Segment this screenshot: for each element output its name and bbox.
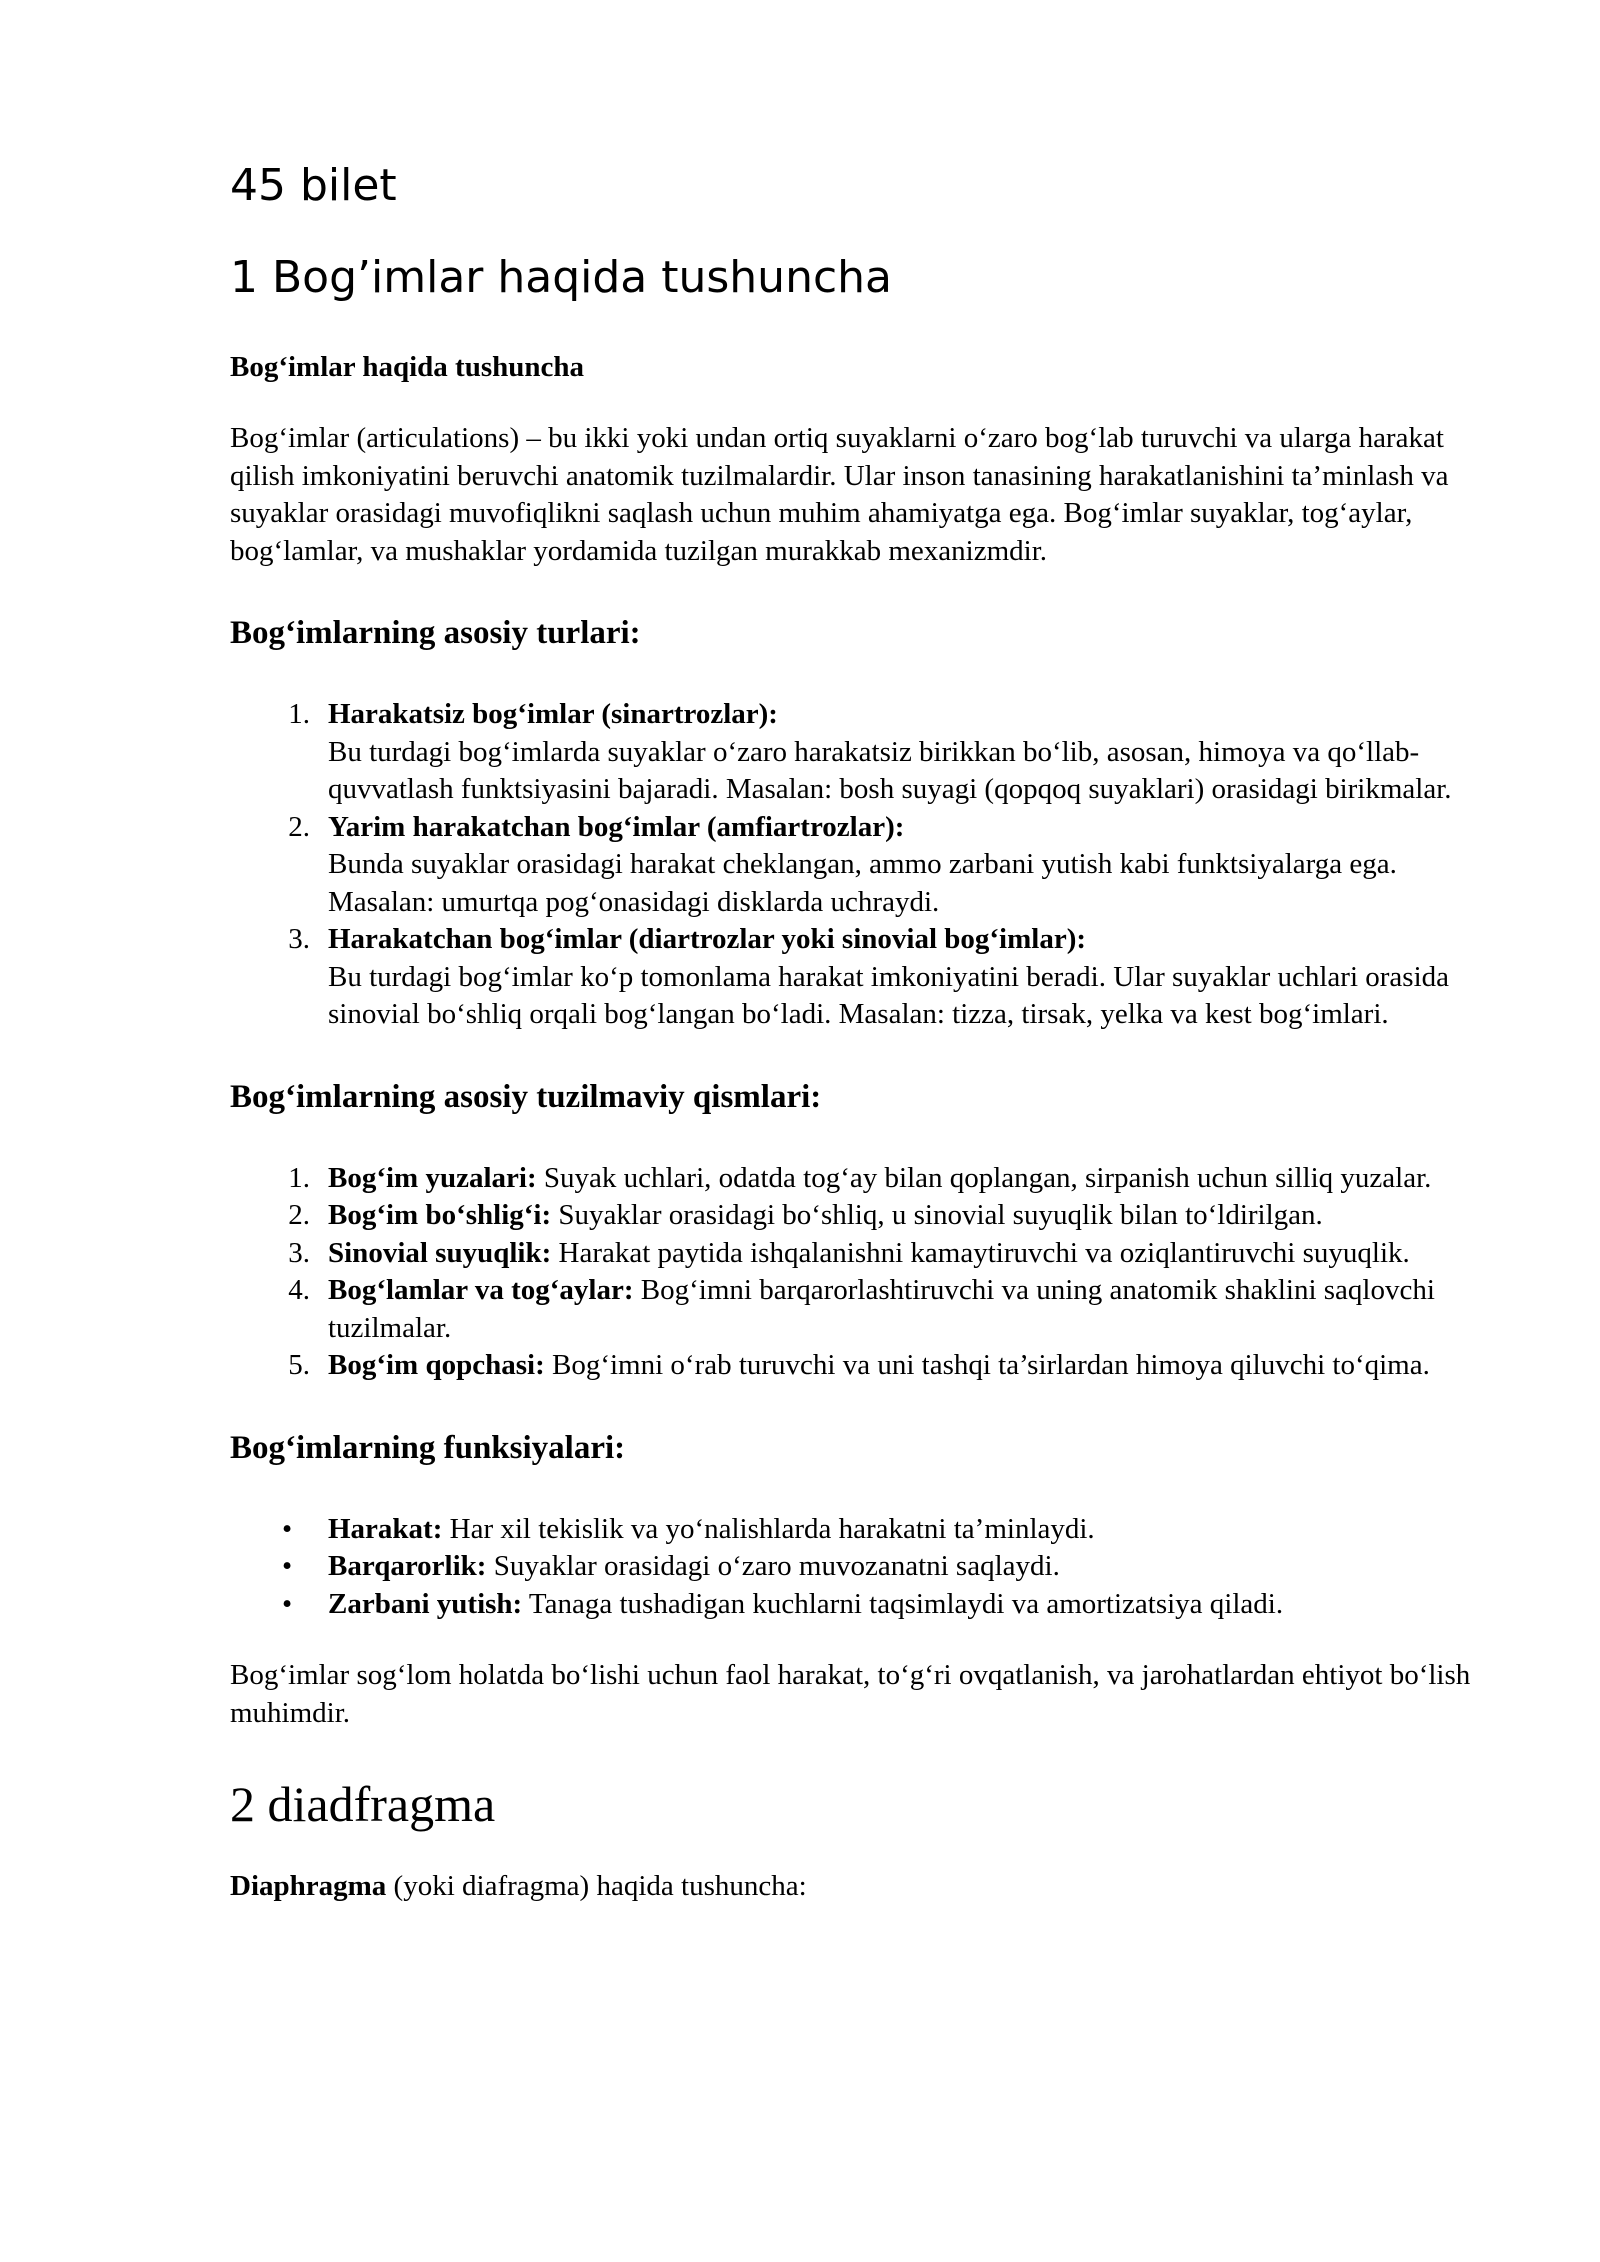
list-item-term: Bog‘im yuzalari: [328,1161,537,1194]
list-item [230,921,1490,1034]
list-item-text: Har xil tekislik va yo‘nalishlarda harakatni ta’minlaydi. [442,1512,1095,1545]
list-item-term: Zarbani yutish: [328,1587,523,1620]
list-item-term: Bog‘lamlar va tog‘aylar: [328,1274,634,1306]
list-item-text: Bog‘imni o‘rab turuvchi va uni tashqi ta’sirlardan himoya qiluvchi to‘qima. [544,1349,1430,1381]
list-item-text: Suyaklar orasidagi bo‘shliq, u sinovial suyuqlik bilan to‘ldirilgan. [551,1199,1323,1231]
list-item-term: Harakat: [328,1512,443,1545]
types-list [230,696,1490,1034]
list-item [230,1160,1490,1198]
list-item-text: Suyaklar orasidagi o‘zaro muvozanatni saqlaydi. [486,1550,1060,1582]
list-number: 3. [288,1236,310,1269]
list-item-text: Tanaga tushadigan kuchlarni taqsimlaydi va amortizatsiya qiladi. [522,1587,1284,1620]
list-item [230,1347,1490,1385]
list-number: 2. [288,810,310,843]
list-item [230,1586,1490,1624]
list-item [230,1197,1490,1235]
functions-list [230,1511,1490,1624]
list-item-text: Suyak uchlari, odatda tog‘ay bilan qoplangan, sirpanish uchun silliq yuzalar. [536,1161,1432,1194]
list-item [230,1548,1490,1586]
section2-intro-text: (yoki diafragma) haqida tushuncha: [386,1870,807,1902]
bullet-icon: • [282,1512,293,1545]
functions-heading: Bog‘imlarning funksiyalari: [230,1429,626,1466]
list-item-term: Sinovial suyuqlik: [328,1236,552,1269]
list-item-term: Bog‘im qopchasi: [328,1349,545,1381]
section1-subtitle: Bog‘imlar haqida tushuncha [230,351,585,383]
section1-title: 1 Bog’imlar haqida tushuncha [230,252,892,303]
list-number: 2. [288,1199,310,1231]
list-item-text: Bu turdagi bog‘imlarda suyaklar o‘zaro harakatsiz birikkan bo‘lib, asosan, himoya va qo‘llab-quvvatlash funktsiyasini bajaradi. Masalan: bosh suyagi (qopqoq suyaklari) orasidagi birikmalar. [328,735,1452,805]
list-item-title: Yarim harakatchan bog‘imlar (amfiartrozlar): [328,810,905,843]
section2-intro-term: Diaphragma [230,1870,387,1902]
parts-heading: Bog‘imlarning asosiy tuzilmaviy qismlari: [230,1078,822,1115]
list-number: 1. [288,1161,310,1194]
bullet-icon: • [282,1587,293,1620]
types-heading: Bog‘imlarning asosiy turlari: [230,615,641,651]
list-item-title: Harakatsiz bog‘imlar (sinartrozlar): [328,698,778,730]
list-item [230,1235,1490,1273]
list-number: 5. [288,1349,310,1381]
list-item [230,696,1490,809]
bullet-icon: • [282,1550,293,1582]
parts-list [230,1160,1490,1385]
list-item [230,809,1490,922]
list-number: 4. [288,1274,310,1306]
list-item [230,1272,1490,1347]
section1-conclusion: Bog‘imlar sog‘lom holatda bo‘lishi uchun faol harakat, to‘g‘ri ovqatlanish, va jarohatlardan ehtiyot bo‘lish muhimdir. [230,1659,1471,1729]
list-item-title: Harakatchan bog‘imlar (diartrozlar yoki sinovial bog‘imlar): [328,923,1087,955]
list-item-term: Bog‘im bo‘shlig‘i: [328,1199,552,1231]
list-item-text: Bu turdagi bog‘imlar ko‘p tomonlama harakat imkoniyatini beradi. Ular suyaklar uchlari orasida sinovial bo‘shliq orqali bog‘langan bo‘ladi. Masalan: tizza, tirsak, yelka va kest bog‘imlari. [328,960,1450,1030]
section1-intro: Bog‘imlar (articulations) – bu ikki yoki undan ortiq suyaklarni o‘zaro bog‘lab turuvchi va ularga harakat qilish imkoniyatini beruvchi anatomik tuzilmalardir. Ular inson tanasining harakatlanishini ta’minlash va suyaklar orasidagi muvofiqlikni saqlash uchun muhim ahamiyatga ega. Bog‘imlar suyaklar, tog‘aylar, bog‘lamlar, va mushaklar yordamida tuzilgan murakkab mexanizmdir. [230,422,1449,567]
section2-title: 2 diadfragma [230,1776,496,1832]
list-item-text: Bog‘imni barqarorlashtiruvchi va uning anatomik shaklini saqlovchi tuzilmalar. [328,1274,1435,1344]
list-item-text: Harakat paytida ishqalanishni kamaytiruvchi va oziqlantiruvchi suyuqlik. [551,1236,1410,1269]
bilet-title: 45 bilet [230,160,397,211]
list-item-text: Bunda suyaklar orasidagi harakat cheklangan, ammo zarbani yutish kabi funktsiyalarga ega. Masalan: umurtqa pog‘onasidagi disklarda uchraydi. [328,848,1397,918]
list-number: 1. [288,698,310,730]
list-item-term: Barqarorlik: [328,1550,487,1582]
section2-intro [230,1868,1490,1906]
list-item [230,1511,1490,1549]
list-number: 3. [288,923,310,955]
